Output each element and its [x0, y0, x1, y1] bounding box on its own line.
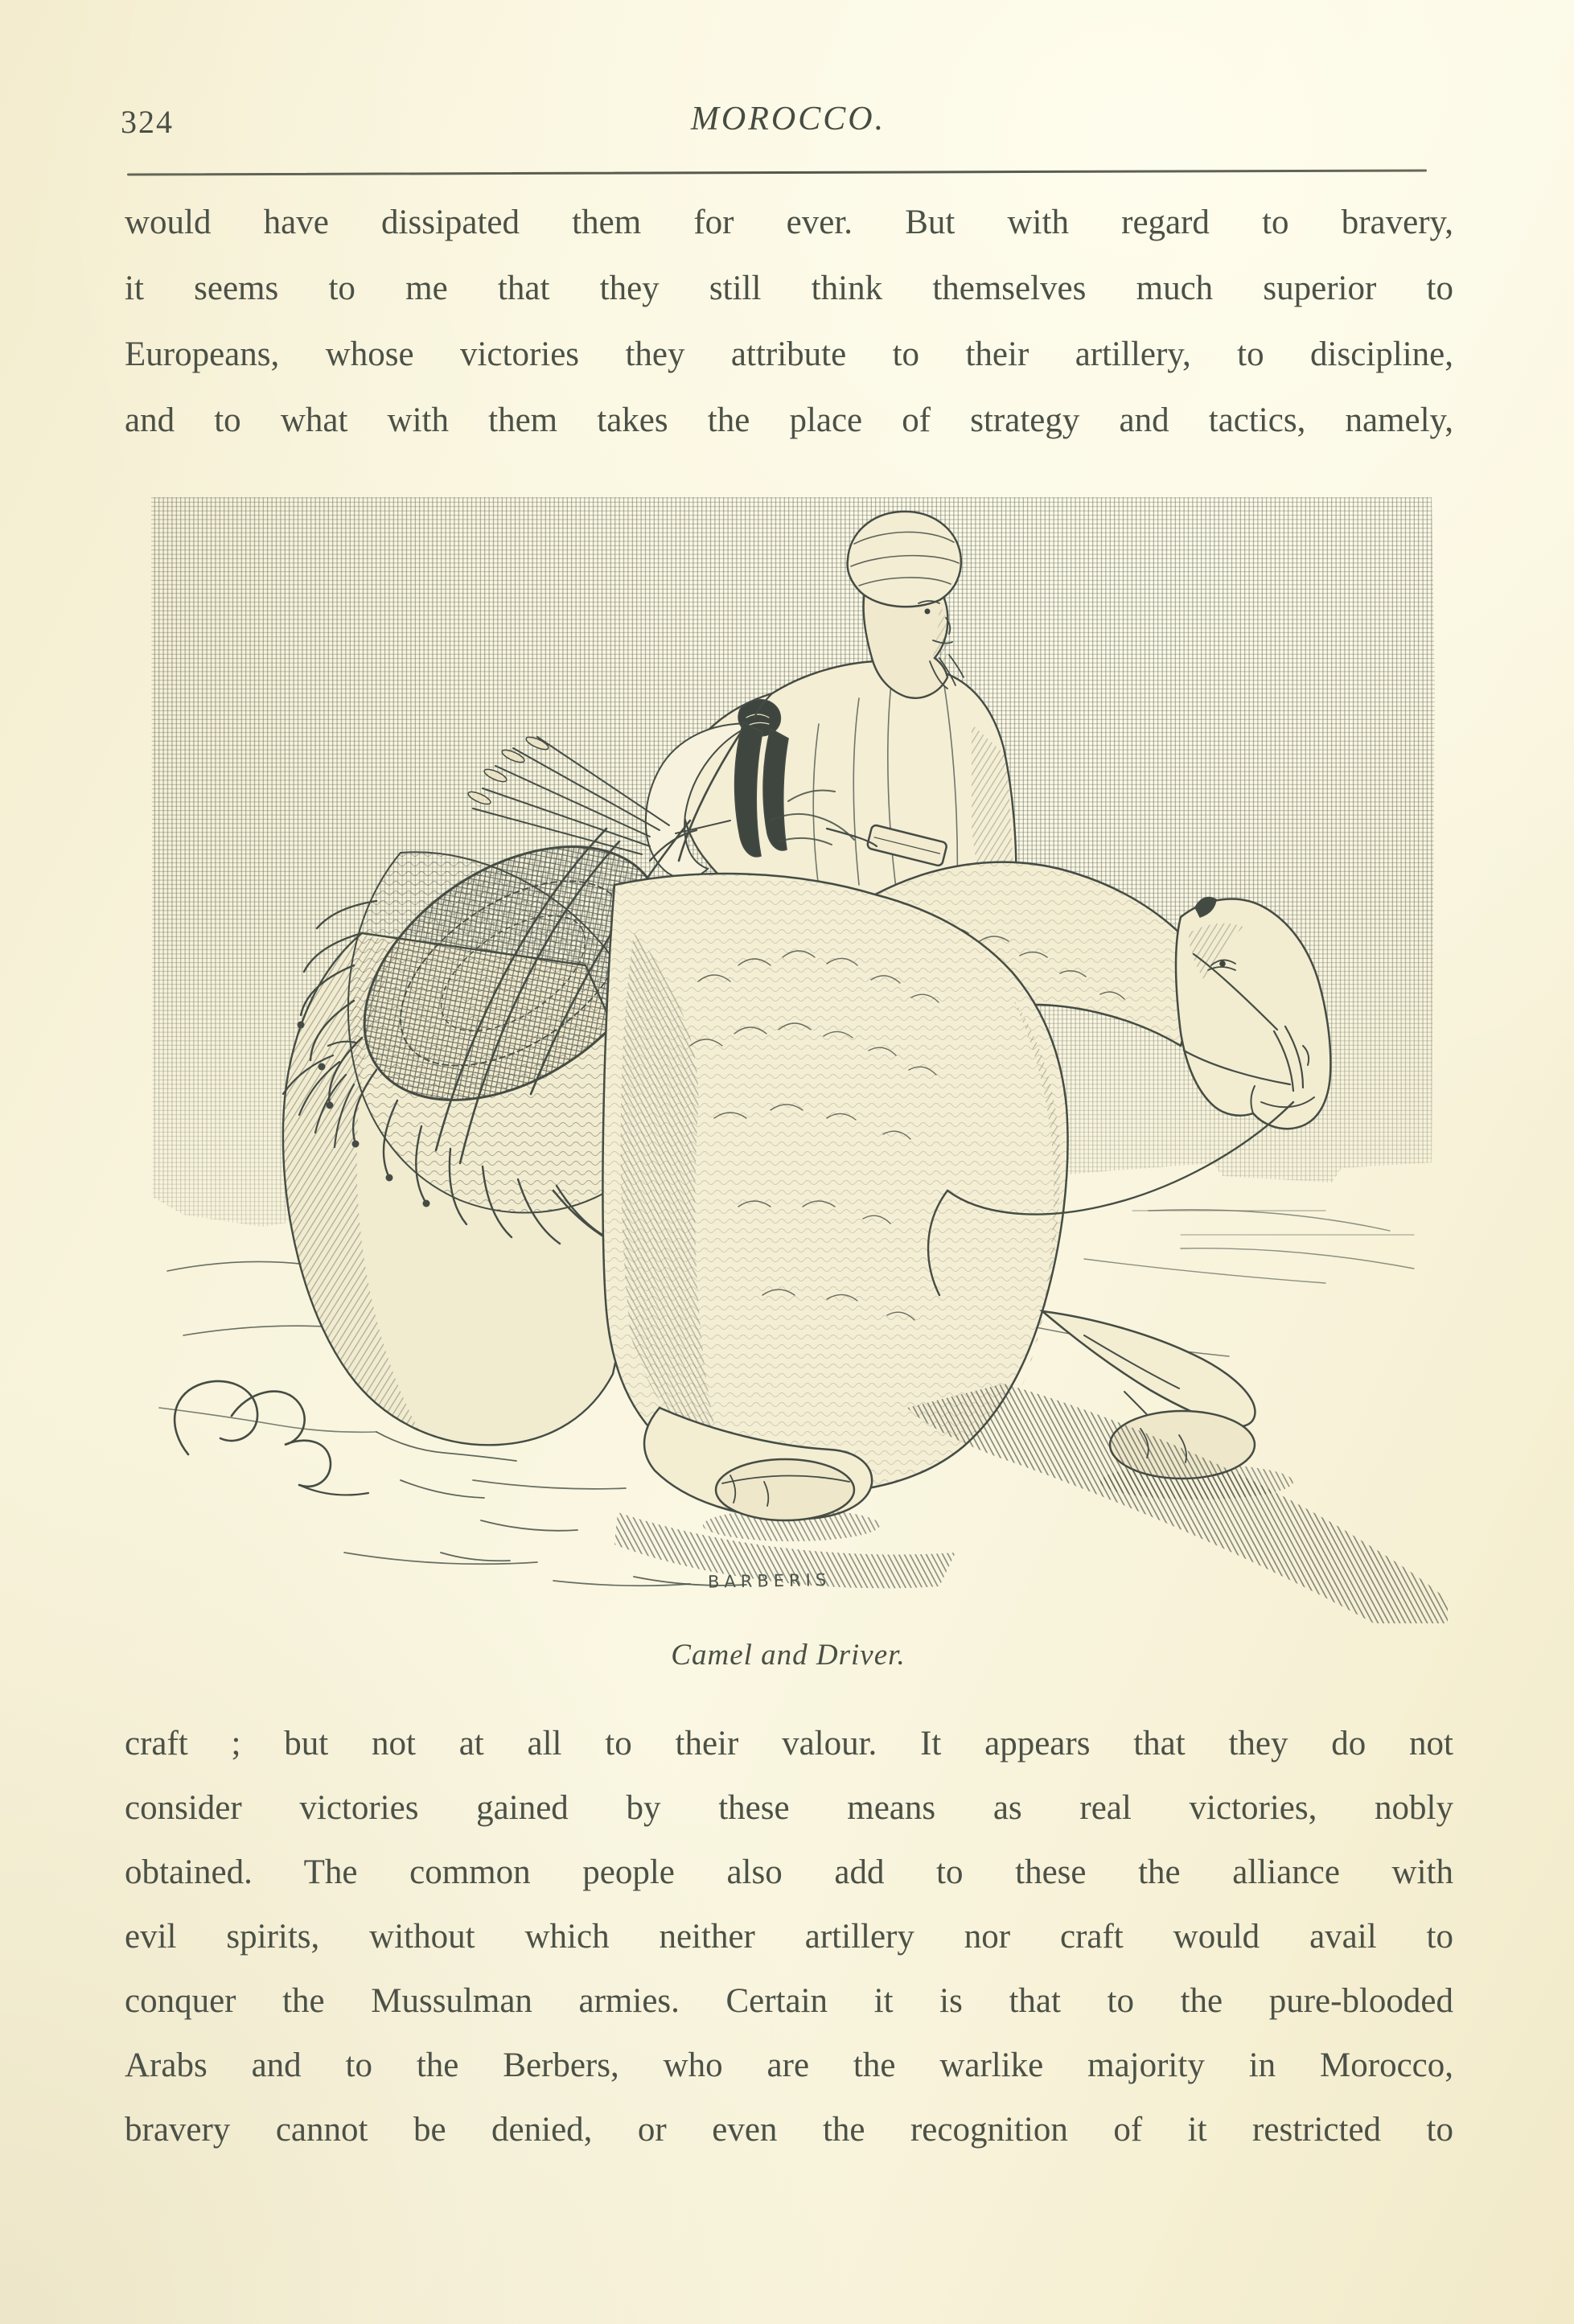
engraver-signature: BARBERIS [707, 1569, 832, 1592]
illustration-caption: Camel and Driver. [671, 1639, 906, 1672]
camel-and-driver-engraving [135, 483, 1454, 1625]
text-line: would have dissipated them for ever. But with regard to bravery, [125, 204, 1453, 241]
paragraph-bottom [125, 1712, 1453, 2162]
text-line: craft ; but not at all to their valour. It appears that they do not [125, 1725, 1453, 1763]
text-line: bravery cannot be denied, or even the recognition of it restricted to [125, 2111, 1453, 2149]
engraving-illustration [135, 483, 1454, 1625]
header-rule [127, 169, 1427, 175]
turban [848, 512, 961, 607]
page-number: 324 [121, 104, 174, 140]
camel-eye [1219, 960, 1226, 967]
text-line: Arabs and to the Berbers, who are the warlike majority in Morocco, [125, 2046, 1453, 2084]
text-line: it seems to me that they still think themselves much superior to [125, 269, 1453, 307]
running-header-title: MOROCCO. [690, 101, 886, 138]
text-line: obtained. The common people also add to these the alliance with [125, 1853, 1453, 1891]
text-line: Europeans, whose victories they attribute to their artillery, to discipline, [125, 335, 1453, 373]
text-line: conquer the Mussulman armies. Certain it is that to the pure-blooded [125, 1982, 1453, 2020]
text-line: and to what with them takes the place of strategy and tactics, namely, [125, 401, 1453, 439]
text-line: consider victories gained by these means as real victories, nobly [125, 1789, 1453, 1827]
paragraph-top [125, 190, 1453, 454]
front-foot-pad [716, 1459, 854, 1520]
text-line: evil spirits, without which neither artillery nor craft would avail to [125, 1918, 1453, 1956]
